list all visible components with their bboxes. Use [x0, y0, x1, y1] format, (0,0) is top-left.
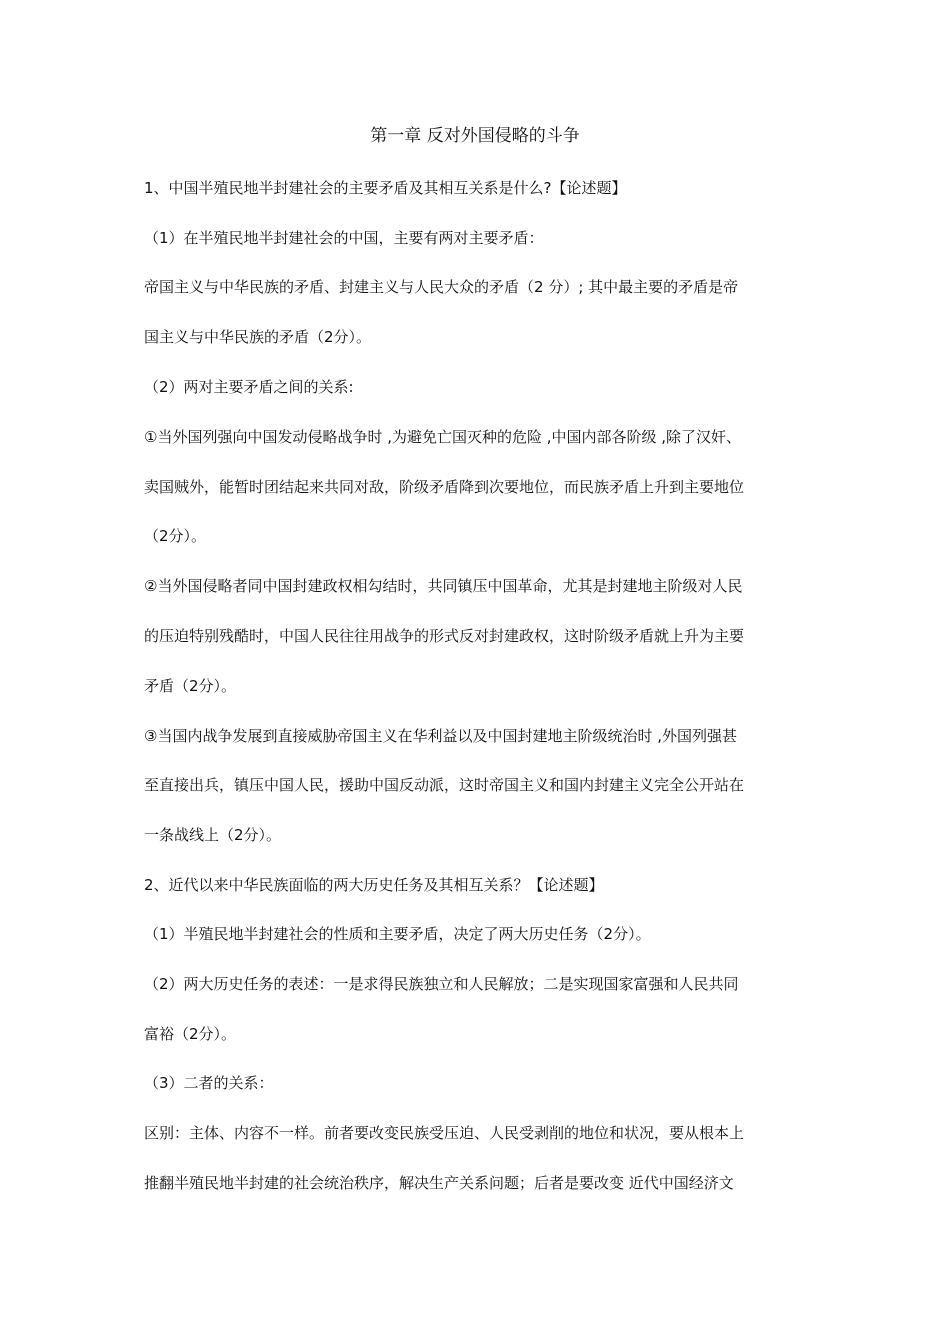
- answer-line: 区别：主体、内容不一样。前者要改变民族受压迫、人民受剥削的地位和状况，要从根本上: [144, 1124, 745, 1142]
- answer-line: 的压迫特别残酷时，中国人民往往用战争的形式反对封建政权，这时阶级矛盾就上升为主要: [144, 627, 745, 645]
- answer-line: 一条战线上（2分）。: [144, 826, 282, 844]
- answer-line: ③当国内战争发展到直接威胁帝国主义在华利益以及中国封建地主阶级统治时 ,外国列强甚: [144, 727, 737, 745]
- answer-line: 至直接出兵，镇压中国人民，援助中国反动派，这时帝国主义和国内封建主义完全公开站在: [144, 776, 745, 794]
- answer-line: （2）两对主要矛盾之间的关系:: [144, 378, 354, 396]
- answer-line: （1）半殖民地半封建社会的性质和主要矛盾，决定了两大历史任务（2分）。: [144, 925, 651, 943]
- answer-line: ②当外国侵略者同中国封建政权相勾结时，共同镇压中国革命，尤其是封建地主阶级对人民: [144, 577, 743, 595]
- answer-line: （2）两大历史任务的表述：一是求得民族独立和人民解放；二是实现国家富强和人民共同: [144, 975, 739, 993]
- answer-line: 富裕（2分）。: [144, 1025, 237, 1043]
- answer-line: （1）在半殖民地半封建社会的中国，主要有两对主要矛盾：: [144, 229, 544, 247]
- answer-line: 帝国主义与中华民族的矛盾、封建主义与人民大众的矛盾（2 分）; 其中最主要的矛盾是帝: [144, 278, 739, 296]
- question-2-heading: 2、近代以来中华民族面临的两大历史任务及其相互关系？【论述题】: [144, 876, 604, 894]
- answer-line: 卖国贼外，能暂时团结起来共同对敌，阶级矛盾降到次要地位，而民族矛盾上升到主要地位: [144, 478, 745, 496]
- answer-line: （3）二者的关系：: [144, 1074, 274, 1092]
- answer-line: 矛盾（2分）。: [144, 677, 237, 695]
- answer-line: ①当外国列强向中国发动侵略战争时 ,为避免亡国灭种的危险 ,中国内部各阶级 ,除了汉奸、: [144, 428, 742, 446]
- chapter-title: 第一章 反对外国侵略的斗争: [370, 126, 580, 146]
- question-1-heading: 1、中国半殖民地半封建社会的主要矛盾及其相互关系是什么?【论述题】: [144, 179, 627, 197]
- answer-line: （2分）。: [144, 527, 207, 545]
- answer-line: 推翻半殖民地半封建的社会统治秩序，解决生产关系问题；后者是要改变 近代中国经济文: [144, 1174, 734, 1192]
- answer-line: 国主义与中华民族的矛盾（2分）。: [144, 328, 372, 346]
